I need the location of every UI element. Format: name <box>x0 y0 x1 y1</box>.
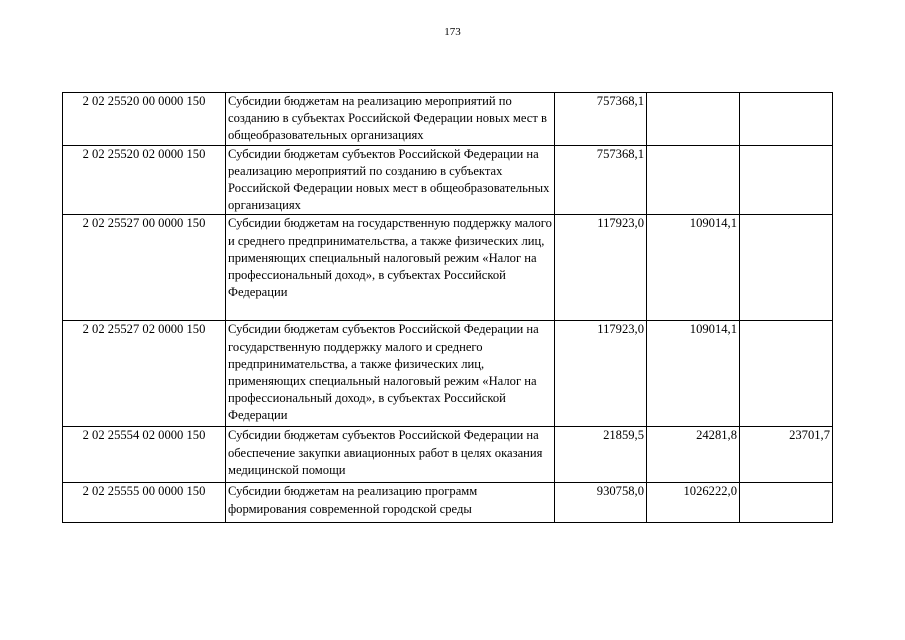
budget-description: Субсидии бюджетам субъектов Российской Федерации на обеспечение закупки авиационных работ в целях оказания медицинской помощи <box>226 427 555 483</box>
table-row <box>63 483 833 523</box>
amount-year-3: 23701,7 <box>740 427 833 483</box>
budget-code: 2 02 25555 00 0000 150 <box>63 483 226 523</box>
budget-description: Субсидии бюджетам субъектов Российской Федерации на государственную поддержку малого и среднего предпринимательства, а также физических лиц, применяющих специальный налоговый режим «Налог на профессиональный доход», в субъектах Российской Федерации <box>226 321 555 427</box>
budget-description: Субсидии бюджетам на государственную поддержку малого и среднего предпринимательства, а также физических лиц, применяющих специальный налоговый режим «Налог на профессиональный доход», в субъектах Российской Федерации <box>226 215 555 321</box>
budget-code: 2 02 25520 00 0000 150 <box>63 93 226 146</box>
amount-year-2: 109014,1 <box>647 215 740 321</box>
amount-year-1: 930758,0 <box>555 483 647 523</box>
amount-year-2: 24281,8 <box>647 427 740 483</box>
amount-year-2 <box>647 145 740 215</box>
budget-code: 2 02 25520 02 0000 150 <box>63 145 226 215</box>
table-row <box>63 321 833 427</box>
budget-code: 2 02 25527 02 0000 150 <box>63 321 226 427</box>
table-row <box>63 145 833 215</box>
amount-year-3 <box>740 93 833 146</box>
page-number: 173 <box>444 26 461 38</box>
amount-year-3 <box>740 321 833 427</box>
budget-code: 2 02 25554 02 0000 150 <box>63 427 226 483</box>
amount-year-2 <box>647 93 740 146</box>
amount-year-3 <box>740 145 833 215</box>
amount-year-1: 117923,0 <box>555 321 647 427</box>
amount-year-3 <box>740 215 833 321</box>
budget-description: Субсидии бюджетам на реализацию программ формирования современной городской среды <box>226 483 555 523</box>
budget-description: Субсидии бюджетам субъектов Российской Федерации на реализацию мероприятий по созданию в субъектах Российской Федерации новых мест в общеобразовательных организациях <box>226 145 555 215</box>
budget-code: 2 02 25527 00 0000 150 <box>63 215 226 321</box>
budget-table <box>62 92 833 523</box>
amount-year-1: 757368,1 <box>555 145 647 215</box>
table-row <box>63 427 833 483</box>
amount-year-3 <box>740 483 833 523</box>
budget-description: Субсидии бюджетам на реализацию мероприятий по созданию в субъектах Российской Федерации новых мест в общеобразовательных организациях <box>226 93 555 146</box>
table-row <box>63 215 833 321</box>
table-row <box>63 93 833 146</box>
amount-year-1: 757368,1 <box>555 93 647 146</box>
amount-year-1: 117923,0 <box>555 215 647 321</box>
amount-year-2: 1026222,0 <box>647 483 740 523</box>
amount-year-1: 21859,5 <box>555 427 647 483</box>
amount-year-2: 109014,1 <box>647 321 740 427</box>
